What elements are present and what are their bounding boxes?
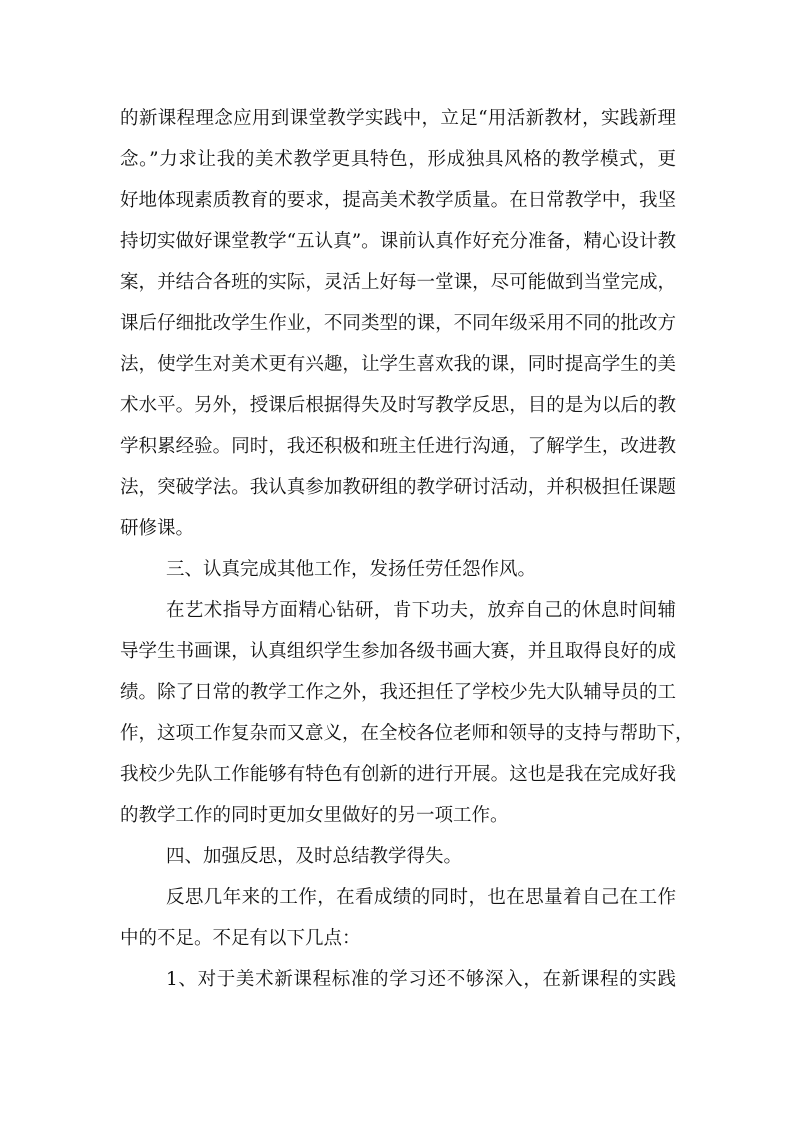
paragraph-reflection bbox=[120, 877, 676, 959]
text-line: 导学生书画课，认真组织学生参加各级书画大赛，并且取得良好的成 bbox=[120, 641, 676, 662]
text-line: 的新课程理念应用到课堂教学实践中，立足“用活新教材，实践新理 bbox=[120, 108, 676, 129]
text-line: 法，使学生对美术更有兴趣，让学生喜欢我的课，同时提高学生的美 bbox=[120, 354, 676, 375]
text-line: 在艺术指导方面精心钻研，肯下功夫，放弃自己的休息时间辅 bbox=[166, 600, 676, 621]
section-heading: 三、认真完成其他工作，发扬任劳任怨作风。 bbox=[166, 559, 537, 580]
paragraph-teaching-practice bbox=[120, 98, 676, 549]
text-line: 1、对于美术新课程标准的学习还不够深入，在新课程的实践 bbox=[166, 969, 676, 990]
section-heading-other-work bbox=[120, 549, 676, 590]
text-line: 好地体现素质教育的要求，提高美术教学质量。在日常教学中，我坚 bbox=[120, 190, 676, 211]
text-line: 念。”力求让我的美术教学更具特色，形成独具风格的教学模式，更 bbox=[120, 149, 676, 170]
document-body bbox=[120, 98, 694, 1000]
text-line: 持切实做好课堂教学“五认真”。课前认真作好充分准备，精心设计教 bbox=[120, 231, 676, 252]
text-line: 作，这项工作复杂而又意义，在全校各位老师和领导的支持与帮助下， bbox=[120, 723, 694, 744]
text-line: 学积累经验。同时，我还积极和班主任进行沟通，了解学生，改进教 bbox=[120, 436, 676, 457]
section-heading: 四、加强反思，及时总结教学得失。 bbox=[166, 846, 463, 867]
text-line: 案，并结合各班的实际，灵活上好每一堂课，尽可能做到当堂完成， bbox=[120, 272, 676, 293]
text-line: 术水平。另外，授课后根据得失及时写教学反思，目的是为以后的教 bbox=[120, 395, 676, 416]
text-line: 反思几年来的工作，在看成绩的同时，也在思量着自己在工作 bbox=[166, 887, 676, 908]
text-line: 课后仔细批改学生作业，不同类型的课，不同年级采用不同的批改方 bbox=[120, 313, 676, 334]
paragraph-art-guidance bbox=[120, 590, 694, 836]
text-line: 法，突破学法。我认真参加教研组的教学研讨活动，并积极担任课题 bbox=[120, 477, 676, 498]
list-item-shortcoming-1 bbox=[120, 959, 676, 1000]
text-line: 中的不足。不足有以下几点： bbox=[120, 928, 361, 949]
text-line: 研修课。 bbox=[120, 518, 195, 539]
text-line: 我校少先队工作能够有特色有创新的进行开展。这也是我在完成好我 bbox=[120, 764, 676, 785]
section-heading-reflection bbox=[120, 836, 676, 877]
text-line: 绩。除了日常的教学工作之外，我还担任了学校少先大队辅导员的工 bbox=[120, 682, 676, 703]
text-line: 的教学工作的同时更加女里做好的另一项工作。 bbox=[120, 805, 509, 826]
